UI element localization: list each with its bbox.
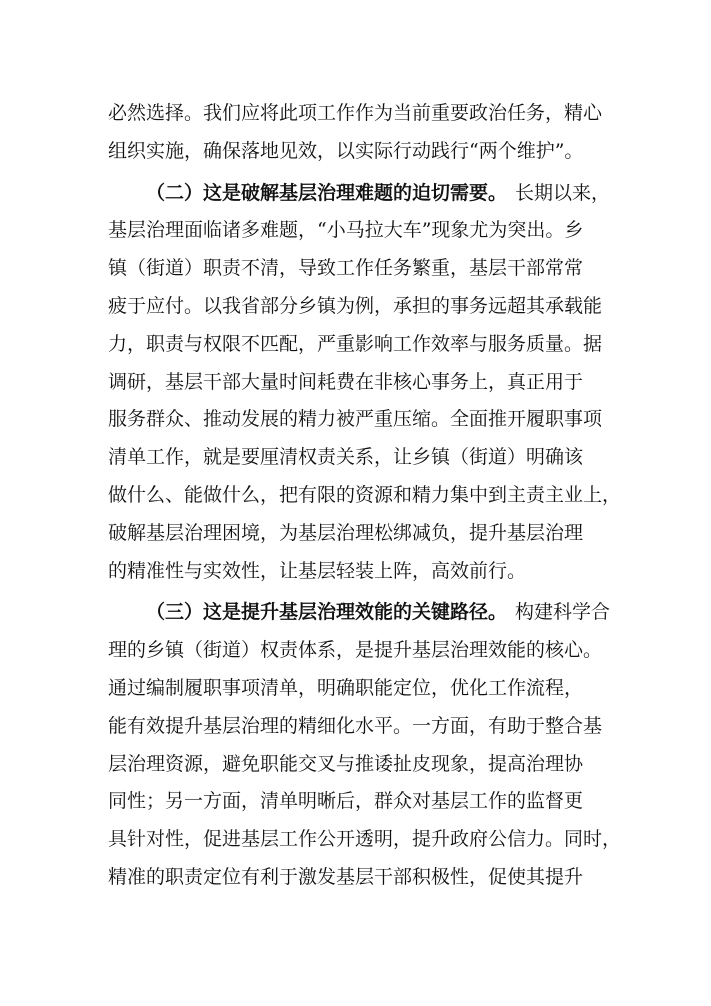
text-line: 通过编制履职事项清单，明确职能定位，优化工作流程， <box>108 676 584 699</box>
text-line: 精准的职责定位有利于激发基层干部积极性，促使其提升 <box>108 865 584 888</box>
section-heading-line <box>108 175 610 213</box>
text-line: 服务群众、推动发展的精力被严重压缩。全面推开履职事项 <box>108 408 603 431</box>
text-line: 必然选择。我们应将此项工作作为当前重要政治任务，精心 <box>108 102 603 124</box>
heading-continuation: 长期以来， <box>514 181 610 204</box>
text-line: 清单工作，就是要厘清权责关系，让乡镇（街道）明确该 <box>108 446 584 469</box>
text-line: 同性；另一方面，清单明晰后，群众对基层工作的监督更 <box>108 790 584 813</box>
section-heading-line <box>108 594 610 632</box>
text-line: 疲于应付。以我省部分乡镇为例，承担的事务远超其承载能 <box>108 294 603 317</box>
section-heading-2: （二）这是破解基层治理难题的迫切需要。 <box>146 181 508 204</box>
text-line: 的精准性与实效性，让基层轻装上阵，高效前行。 <box>108 559 527 582</box>
text-line: 层治理资源，避免职能交叉与推诿扯皮现象，提高治理协 <box>108 752 584 775</box>
text-line: 能有效提升基层治理的精细化水平。一方面，有助于整合基 <box>108 714 603 737</box>
text-line: 具针对性，促进基层工作公开透明，提升政府公信力。同时， <box>108 828 622 851</box>
text-line: 镇（街道）职责不清，导致工作任务繁重，基层干部常常 <box>108 257 584 280</box>
text-line: 理的乡镇（街道）权责体系，是提升基层治理效能的核心。 <box>108 639 603 662</box>
body-text <box>108 95 622 897</box>
text-line: 基层治理面临诸多难题，“小马拉大车”现象尤为突出。乡 <box>108 219 584 242</box>
text-line: 组织实施，确保落地见效，以实际行动践行“两个维护”。 <box>108 139 584 162</box>
text-line: 力，职责与权限不匹配，严重影响工作效率与服务质量。据 <box>108 332 603 355</box>
text-line: 做什么、能做什么，把有限的资源和精力集中到主责主业上， <box>108 483 622 506</box>
text-line: 调研，基层干部大量时间耗费在非核心事务上，真正用于 <box>108 370 584 393</box>
heading-continuation: 构建科学合 <box>514 601 610 624</box>
section-heading-3: （三）这是提升基层治理效能的关键路径。 <box>146 601 508 624</box>
text-line: 破解基层治理困境，为基层治理松绑减负，提升基层治理 <box>108 521 584 544</box>
